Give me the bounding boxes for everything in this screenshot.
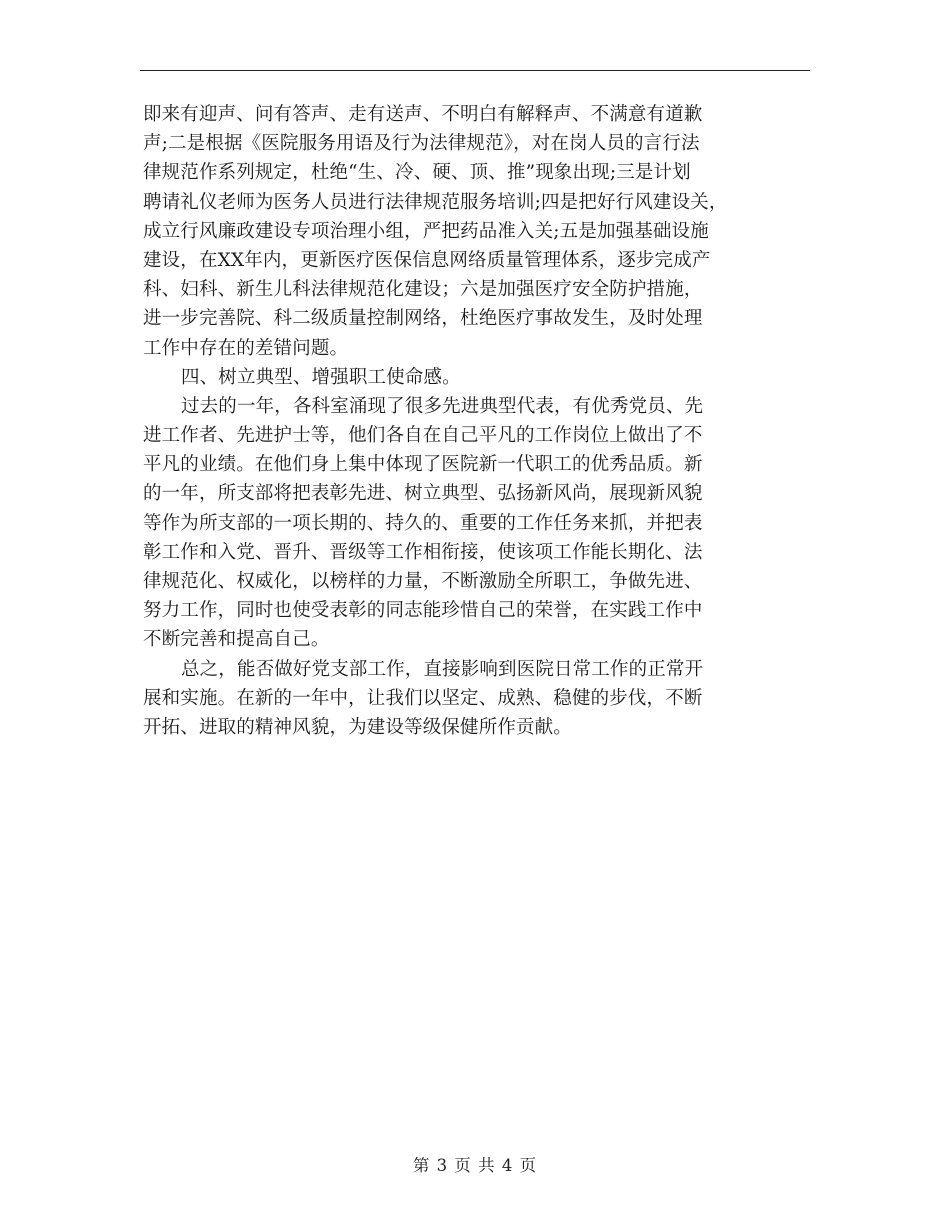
text-line: 科、妇科、新生儿科法律规范化建设；六是加强医疗安全防护措施，: [143, 279, 703, 301]
text-line: 成立行风廉政建设专项治理小组，严把药品准入关;五是加强基础设施: [143, 220, 709, 242]
text-line: 努力工作，同时也使受表彰的同志能珍惜自己的荣誉，在实践工作中: [143, 600, 703, 622]
text-line: 工作中存在的差错问题。: [143, 337, 349, 359]
page-number: 第 3 页 共 4 页: [412, 1156, 538, 1175]
text-line: 等作为所支部的一项长期的、持久的、重要的工作任务来抓，并把表: [143, 512, 703, 534]
text-line: 的一年，所支部将把表彰先进、树立典型、弘扬新风尚，展现新风貌: [143, 483, 703, 505]
text-line: 声;二是根据《医院服务用语及行为法律规范》，对在岗人员的言行法: [143, 133, 700, 155]
text-line: 彰工作和入党、晋升、晋级等工作相衔接，使该项工作能长期化、法: [143, 541, 703, 563]
text-line: 即来有迎声、问有答声、走有送声、不明白有解释声、不满意有道歉: [143, 104, 703, 125]
text-line: 进一步完善院、科二级质量控制网络，杜绝医疗事故发生，及时处理: [143, 308, 703, 330]
text-line: 总之，能否做好党支部工作，直接影响到医院日常工作的正常开: [181, 658, 704, 680]
text-line: 过去的一年，各科室涌现了很多先进典型代表，有优秀党员、先: [181, 395, 704, 417]
text-line: 律规范化、权威化，以榜样的力量，不断激励全所职工，争做先进、: [143, 571, 703, 592]
section-heading: 四、树立典型、增强职工使命感。: [181, 366, 461, 388]
header-rule: [140, 70, 810, 71]
text-line: 建设，在XX年内，更新医疗医保信息网络质量管理体系，逐步完成产: [143, 249, 711, 271]
text-line: 平凡的业绩。在他们身上集中体现了医院新一代职工的优秀品质。新: [143, 454, 703, 476]
text-line: 进工作者、先进护士等，他们各自在自己平凡的工作岗位上做出了不: [143, 425, 703, 447]
text-line: 开拓、进取的精神风貌，为建设等级保健所作贡献。: [143, 716, 572, 738]
text-line: 不断完善和提高自己。: [143, 629, 330, 651]
text-line: 展和实施。在新的一年中，让我们以坚定、成熟、稳健的步伐，不断: [143, 687, 703, 709]
text-line: 律规范作系列规定，杜绝“生、冷、硬、顶、推”现象出现;三是计划: [143, 162, 691, 184]
text-line: 聘请礼仪老师为医务人员进行法律规范服务培训;四是把好行风建设关，: [143, 191, 728, 213]
document-body: [143, 100, 813, 742]
